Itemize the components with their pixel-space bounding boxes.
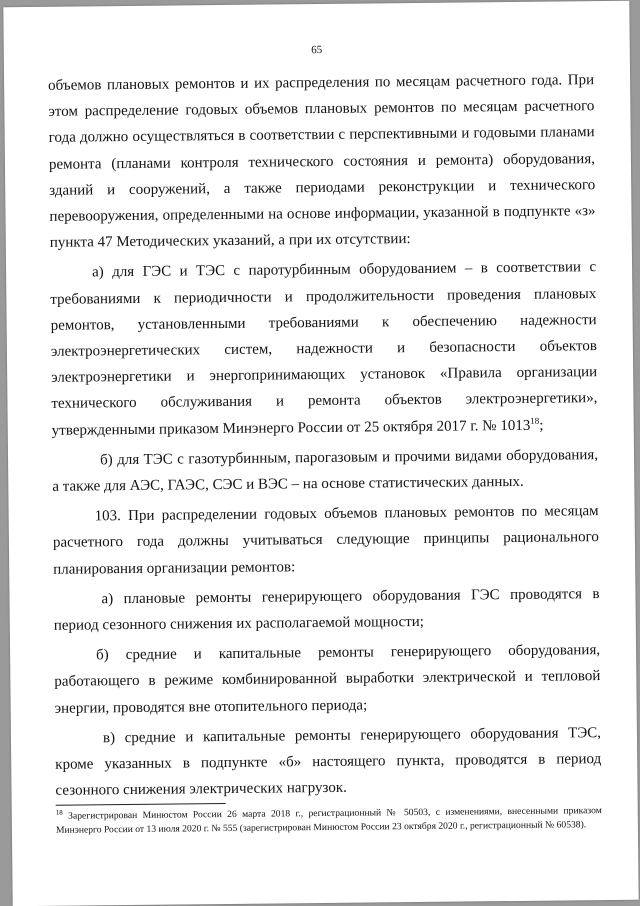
footnote-reference: 18 (530, 415, 540, 426)
paragraph-103: 103. При распределении годовых объемов плановых ремонтов по месяцам расчетного года должны учитываться следующие принципы рационального планирования организации ремонтов: (52, 503, 599, 578)
document-page (3, 1, 638, 906)
footnote-mark: 18 (55, 808, 63, 817)
paragraph-item-b: б) для ТЭС с газотурбинным, парогазовым и прочими видами оборудования, а также для АЭС, ГАЭС, СЭС и ВЭС – на основе статистических данных. (52, 446, 599, 495)
footnote (56, 804, 602, 838)
paragraph-103-b: б) средние и капитальные ремонты генерирующего оборудования, работающего в режиме комбинированной выработки электрической и тепловой энергии, проводятся вне отопительного периода; (54, 642, 601, 717)
paragraph-103-a: а) плановые ремонты генерирующего оборудования ГЭС проводятся в период сезонного снижения их располагаемой мощности; (53, 585, 600, 634)
paragraph-intro: объемов плановых ремонтов и их распределения по месяцам расчетного года. При этом распределение годовых объемов плановых ремонтов по месяцам расчетного года должно осуществляться в соответствии с перспективными и годовыми планами ремонта (планами контроля технического состояния и ремонта) оборудования, зданий и сооружений, а также периодами реконструкции и технического перевооружения, определенными на основе информации, указанной в подпункте «з» пункта 47 Методических указаний, а при их отсутствии: (48, 72, 596, 252)
body-text (48, 67, 602, 808)
paragraph-item-a-text: а) для ГЭС и ТЭС с паротурбинным оборудованием – в соответствии с требованиями к периодичности и продолжительности проведения плановых ремонтов, установленными требованиями к обеспечению надежности электроэнергетических систем, надежности и безопасности объектов электроэнергетики и энергопринимающих установок «Правила организации технического обслуживания и ремонта объектов электроэнергетики», утвержденными приказом Минэнерго России от 25 октября 2017 г. № 1013 (50, 259, 598, 439)
paragraph-item-a (50, 255, 598, 444)
footnote-reference-tail: ; (539, 417, 544, 434)
footnote-text: Зарегистрирован Минюстом России 26 марта 2018 г., регистрационный № 50503, с изменениями, внесенными приказом Минэнерго России от 13 июля 2020 г. № 555 (зарегистрирован Минюстом России 23 октября 2020 г., регистрационный № 60538). (55, 805, 602, 836)
paragraph-103-c: в) средние и капитальные ремонты генерирующего оборудования ТЭС, кроме указанных в подпункте «б» настоящего пункта, проводятся в период сезонного снижения электрических нагрузок. (55, 724, 602, 800)
page-number: 65 (311, 43, 323, 57)
